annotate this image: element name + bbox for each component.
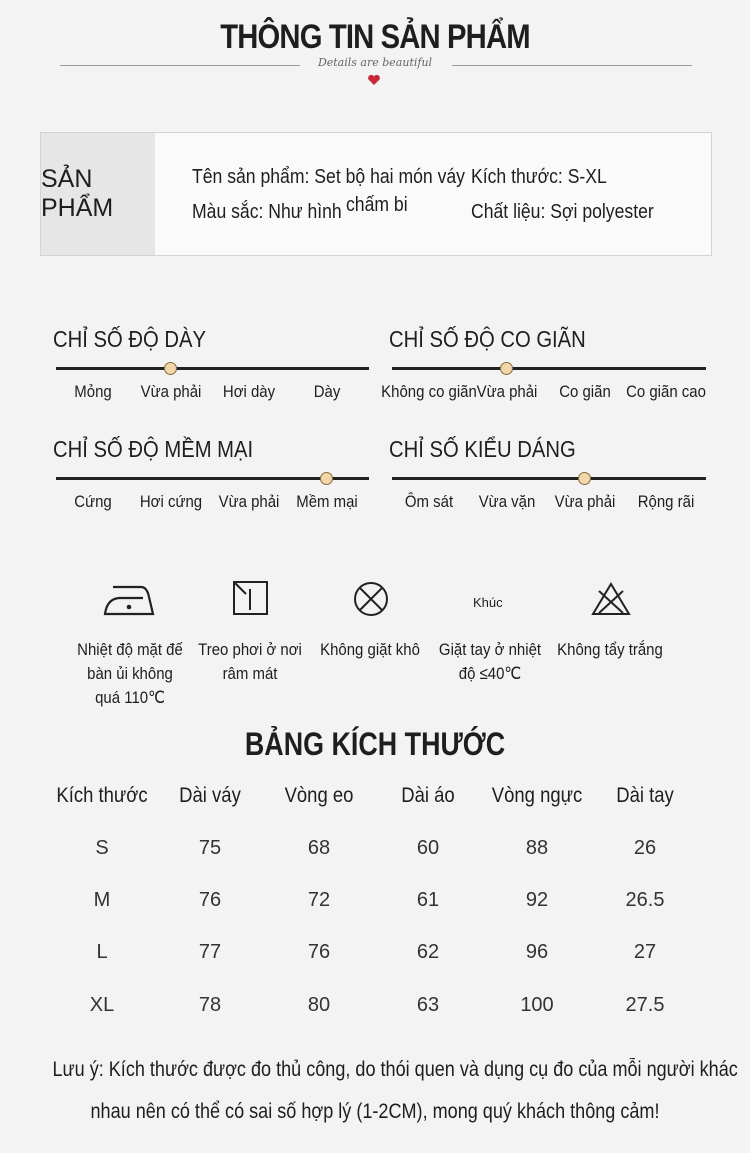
table-cell: 68	[307, 837, 331, 859]
size-table-header-skirt-length: Dài váy	[179, 784, 241, 807]
table-cell: M	[93, 889, 111, 911]
no-bleach-icon	[590, 581, 632, 617]
table-cell: 27	[633, 941, 657, 963]
table-cell: 78	[198, 994, 222, 1016]
thickness-scale-track	[56, 367, 369, 370]
table-cell: 60	[416, 837, 440, 859]
page-title: THÔNG TIN SẢN PHẨM	[220, 18, 530, 56]
fit-scale-marker	[578, 472, 591, 485]
size-table-header-top-length: Dài áo	[401, 784, 455, 807]
product-name-continued: chấm bi	[346, 194, 408, 216]
size-note-line-1: Lưu ý: Kích thước được đo thủ công, do thói quen và dụng cụ đo của mỗi người khác	[52, 1058, 738, 1081]
stretch-label-3: Co giãn	[559, 382, 611, 401]
care-text-iron: Nhiệt độ mặt đế bàn ủi không quá 110℃	[77, 640, 183, 707]
table-cell: 80	[307, 994, 331, 1016]
table-cell: 76	[307, 941, 331, 963]
product-name: Tên sản phẩm: Set bộ hai món váy	[192, 166, 465, 188]
stretch-label-4: Co giãn cao	[626, 382, 706, 401]
stretch-scale-marker	[500, 362, 513, 375]
heart-icon	[367, 74, 381, 86]
fit-label-2: Vừa vặn	[478, 492, 536, 511]
care-text-hand-wash: Giặt tay ở nhiệt độ ≤40℃	[438, 640, 542, 683]
table-cell: 62	[416, 941, 440, 963]
table-cell: 27.5	[625, 994, 665, 1016]
table-cell: 61	[416, 889, 440, 911]
table-cell: L	[96, 941, 108, 963]
size-note-line-2: nhau nên có thể có sai số hợp lý (1-2CM), mong quý khách thông cảm!	[90, 1100, 660, 1123]
table-cell: 76	[198, 889, 222, 911]
table-cell: 75	[198, 837, 222, 859]
size-table-header-bust: Vòng ngực	[491, 784, 583, 807]
thickness-label-1: Mỏng	[74, 382, 112, 401]
fit-label-1: Ôm sát	[404, 492, 454, 511]
size-table-header-sleeve: Dài tay	[616, 784, 674, 807]
table-cell: S	[95, 837, 109, 859]
softness-scale-title: CHỈ SỐ ĐỘ MỀM MẠI	[53, 436, 254, 462]
thickness-label-4: Dày	[313, 382, 341, 401]
thickness-scale-title: CHỈ SỐ ĐỘ DÀY	[53, 326, 206, 352]
product-size: Kích thước: S-XL	[471, 166, 607, 188]
product-material: Chất liệu: Sợi polyester	[471, 201, 654, 223]
size-table-header-size: Kích thước	[56, 784, 148, 807]
hand-wash-icon: Khúc	[473, 595, 503, 610]
iron-icon	[103, 579, 155, 617]
table-cell: 96	[525, 941, 549, 963]
table-cell: 26	[633, 837, 657, 859]
table-cell: XL	[89, 994, 115, 1016]
thickness-scale-marker	[164, 362, 177, 375]
thickness-label-3: Hơi dày	[222, 382, 276, 401]
softness-label-3: Vừa phải	[218, 492, 280, 511]
table-cell: 26.5	[625, 889, 665, 911]
softness-scale-marker	[320, 472, 333, 485]
softness-label-2: Hơi cứng	[139, 492, 203, 511]
no-dry-clean-icon	[352, 580, 390, 618]
stretch-label-2: Vừa phải	[476, 382, 538, 401]
care-text-line-dry: Treo phơi ở nơi râm mát	[198, 640, 302, 683]
product-section-label: SẢN PHẨM	[41, 133, 155, 255]
stretch-scale-track	[392, 367, 706, 370]
product-color: Màu sắc: Như hình	[192, 201, 342, 223]
stretch-scale-title: CHỈ SỐ ĐỘ CO GIÃN	[389, 326, 586, 352]
header-subtitle: Details are beautiful	[317, 56, 433, 69]
table-cell: 88	[525, 837, 549, 859]
product-info-box	[40, 132, 712, 256]
table-cell: 77	[198, 941, 222, 963]
table-cell: 100	[520, 994, 554, 1016]
size-table-header-waist: Vòng eo	[284, 784, 354, 807]
size-table-title: BẢNG KÍCH THƯỚC	[244, 726, 506, 762]
line-dry-shade-icon	[232, 580, 270, 616]
stretch-label-1: Không co giãn	[381, 382, 477, 401]
care-text-no-bleach: Không tẩy trắng	[557, 640, 663, 659]
table-cell: 92	[525, 889, 549, 911]
softness-label-1: Cứng	[74, 492, 112, 511]
softness-label-4: Mềm mại	[296, 492, 358, 511]
fit-label-3: Vừa phải	[554, 492, 616, 511]
care-text-no-dry-clean: Không giặt khô	[320, 640, 420, 659]
table-cell: 72	[307, 889, 331, 911]
fit-scale-track	[392, 477, 706, 480]
fit-label-4: Rộng rãi	[637, 492, 695, 511]
table-cell: 63	[416, 994, 440, 1016]
thickness-label-2: Vừa phải	[140, 382, 202, 401]
fit-scale-title: CHỈ SỐ KIỂU DÁNG	[389, 436, 576, 462]
